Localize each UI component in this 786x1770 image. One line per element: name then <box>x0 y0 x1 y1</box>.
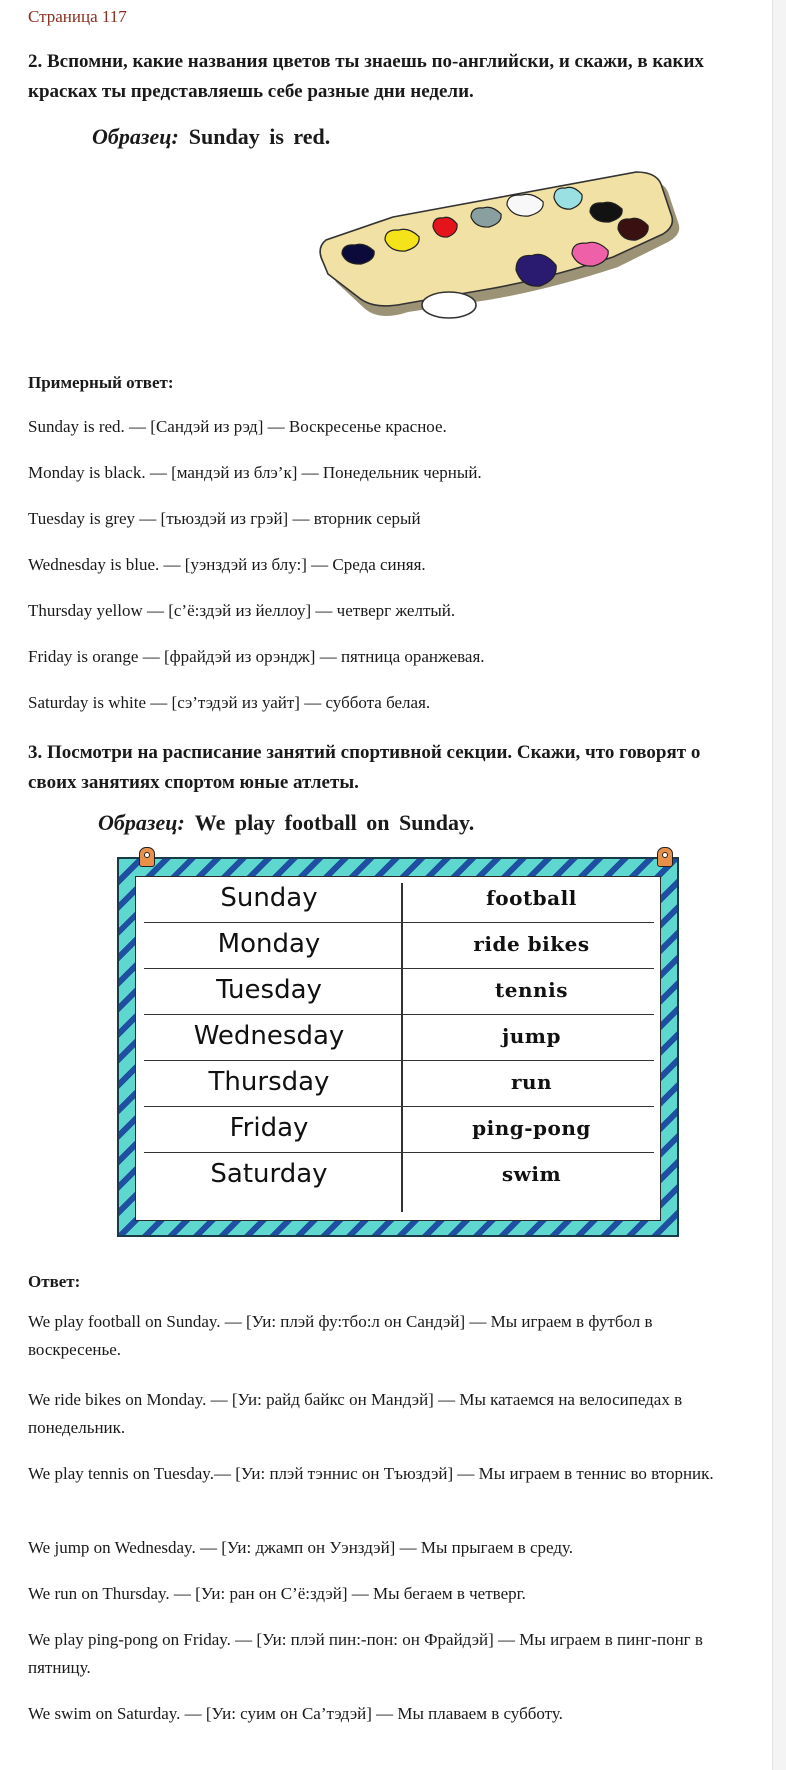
task-2-answer-7: Saturday is white — [сэ’тэдэй из уайт] — суббота белая. <box>28 693 431 712</box>
schedule-activity: swim <box>501 1162 562 1186</box>
schedule-activity: ride bikes <box>473 932 590 956</box>
paint-blob <box>342 244 374 264</box>
sample-text: Sunday is red. <box>188 124 331 149</box>
task-2-title: 2. Вспомни, какие названия цветов ты знаешь по-английски, и скажи, в каких красках ты представляешь себе разные дни недели. <box>28 51 704 102</box>
task-3-sample <box>98 810 474 836</box>
task-2-sample <box>92 124 330 150</box>
task-3-answer-4: We jump on Wednesday. — [Уи: джамп он Уэнздэй] — Мы прыгаем в среду. <box>28 1538 574 1557</box>
paint-palette-illustration <box>318 162 688 352</box>
task-3-answer-3: We play tennis on Tuesday.— [Уи: плэй тэннис он Тъюздэй] — Мы играем в теннис во вторник. <box>28 1464 714 1483</box>
task-3-answer-1: We play football on Sunday. — [Уи: плэй фу:тбо:л он Сандэй] — Мы играем в футбол в воскресенье. <box>28 1312 653 1359</box>
schedule-activity: tennis <box>495 978 568 1002</box>
schedule-day: Wednesday <box>193 1021 345 1051</box>
schedule-table <box>135 876 661 1221</box>
schedule-row <box>144 877 654 923</box>
task-3-answer-5: We run on Thursday. — [Уи: ран он С’ё:здэй] — Мы бегаем в четверг. <box>28 1584 526 1603</box>
schedule-activity: football <box>486 886 577 910</box>
schedule-activity: ping-pong <box>472 1116 591 1140</box>
sample-label: Образец: <box>98 810 185 835</box>
paint-blob <box>385 229 419 251</box>
page-number: Страница 117 <box>28 7 127 26</box>
schedule-day: Monday <box>217 929 321 959</box>
task-3-title: 3. Посмотри на расписание занятий спортивной секции. Скажи, что говорят о своих занятиях спортом юные атлеты. <box>28 742 701 793</box>
schedule-day: Tuesday <box>216 975 322 1005</box>
paint-blob <box>433 217 457 237</box>
schedule-row <box>144 1107 654 1153</box>
schedule-row <box>144 1061 654 1107</box>
task-3-answer-6: We play ping-pong on Friday. — [Уи: плэй пин:-пон: он Фрайдэй] — Мы играем в пинг-понг в пятницу. <box>28 1630 703 1677</box>
task-2-answer-5: Thursday yellow — [с’ё:здэй из йеллоу] — четверг желтый. <box>28 601 456 620</box>
task-2-answer-2: Monday is black. — [мандэй из блэ’к] — Понедельник черный. <box>28 463 482 482</box>
paint-blob <box>507 194 543 216</box>
task-3-answer-2: We ride bikes on Monday. — [Уи: райд байкс он Мандэй] — Мы катаемся на велосипедах в понедельник. <box>28 1390 683 1437</box>
schedule-activity: run <box>510 1070 553 1094</box>
paint-blob <box>590 202 622 222</box>
task-3-answer-7: We swim on Saturday. — [Уи: суим он Са’тэдэй] — Мы плаваем в субботу. <box>28 1704 563 1723</box>
schedule-row <box>144 969 654 1015</box>
schedule-row <box>144 923 654 969</box>
page-scrollbar[interactable] <box>772 0 786 1770</box>
paint-blob <box>554 187 582 209</box>
task-2-answer-heading: Примерный ответ: <box>28 373 174 392</box>
sample-label: Образец: <box>92 124 179 149</box>
schedule-day: Saturday <box>210 1159 328 1189</box>
schedule-day: Sunday <box>220 883 318 913</box>
sample-text: We play football on Sunday. <box>194 810 475 835</box>
paint-blob <box>471 207 501 227</box>
paint-blob <box>618 218 648 240</box>
paint-blob <box>572 242 608 266</box>
schedule-row <box>144 1015 654 1061</box>
schedule-activity: jump <box>502 1024 561 1048</box>
pin-icon <box>657 847 673 867</box>
pin-icon <box>139 847 155 867</box>
task-2-answer-3: Tuesday is grey — [тьюздэй из грэй] — вторник серый <box>28 509 421 528</box>
task-3-answer-heading: Ответ: <box>28 1272 81 1291</box>
schedule-row <box>144 1153 654 1199</box>
task-2-answer-4: Wednesday is blue. — [уэнздэй из блу:] — Среда синяя. <box>28 555 426 574</box>
task-2-answer-1: Sunday is red. — [Сандэй из рэд] — Воскресенье красное. <box>28 417 447 436</box>
schedule-day: Friday <box>229 1113 309 1143</box>
schedule-day: Thursday <box>208 1067 330 1097</box>
task-2-answer-6: Friday is orange — [фрайдэй из орэндж] — пятница оранжевая. <box>28 647 485 666</box>
sports-schedule-board <box>117 857 679 1237</box>
